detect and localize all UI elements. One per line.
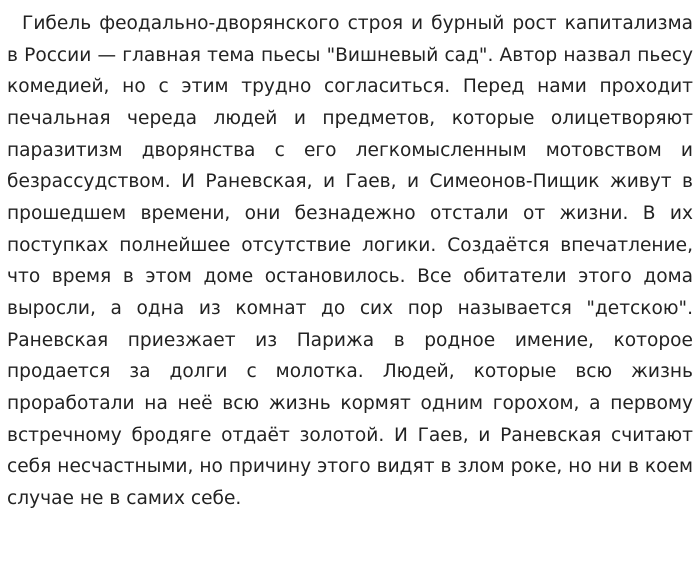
document-page <box>7 8 693 515</box>
body-paragraph: Гибель феодально-дворянского строя и бурный рост капитализма в России — главная тема пьесы "Вишневый сад". Автор назвал пьесу комедией, но с этим трудно согласиться. Перед нами проходит печальная череда людей и предметов, которые олицетворяют паразитизм дворянства с его легкомысленным мотовством и безрассудством. И Раневская, и Гаев, и Симеонов-Пищик живут в прошедшем времени, они безнадежно отстали от жизни. В их поступках полнейшее отсутствие логики. Создаётся впечатление, что время в этом доме остановилось. Все обитатели этого дома выросли, а одна из комнат до сих пор называется "детскою". Раневская приезжает из Парижа в родное имение, которое продается за долги с молотка. Людей, которые всю жизнь проработали на неё всю жизнь кормят одним горохом, а первому встречному бродяге отдаёт золотой. И Гаев, и Раневская считают себя несчастными, но причину этого видят в злом роке, но ни в коем случае не в самих себе. <box>7 13 693 509</box>
